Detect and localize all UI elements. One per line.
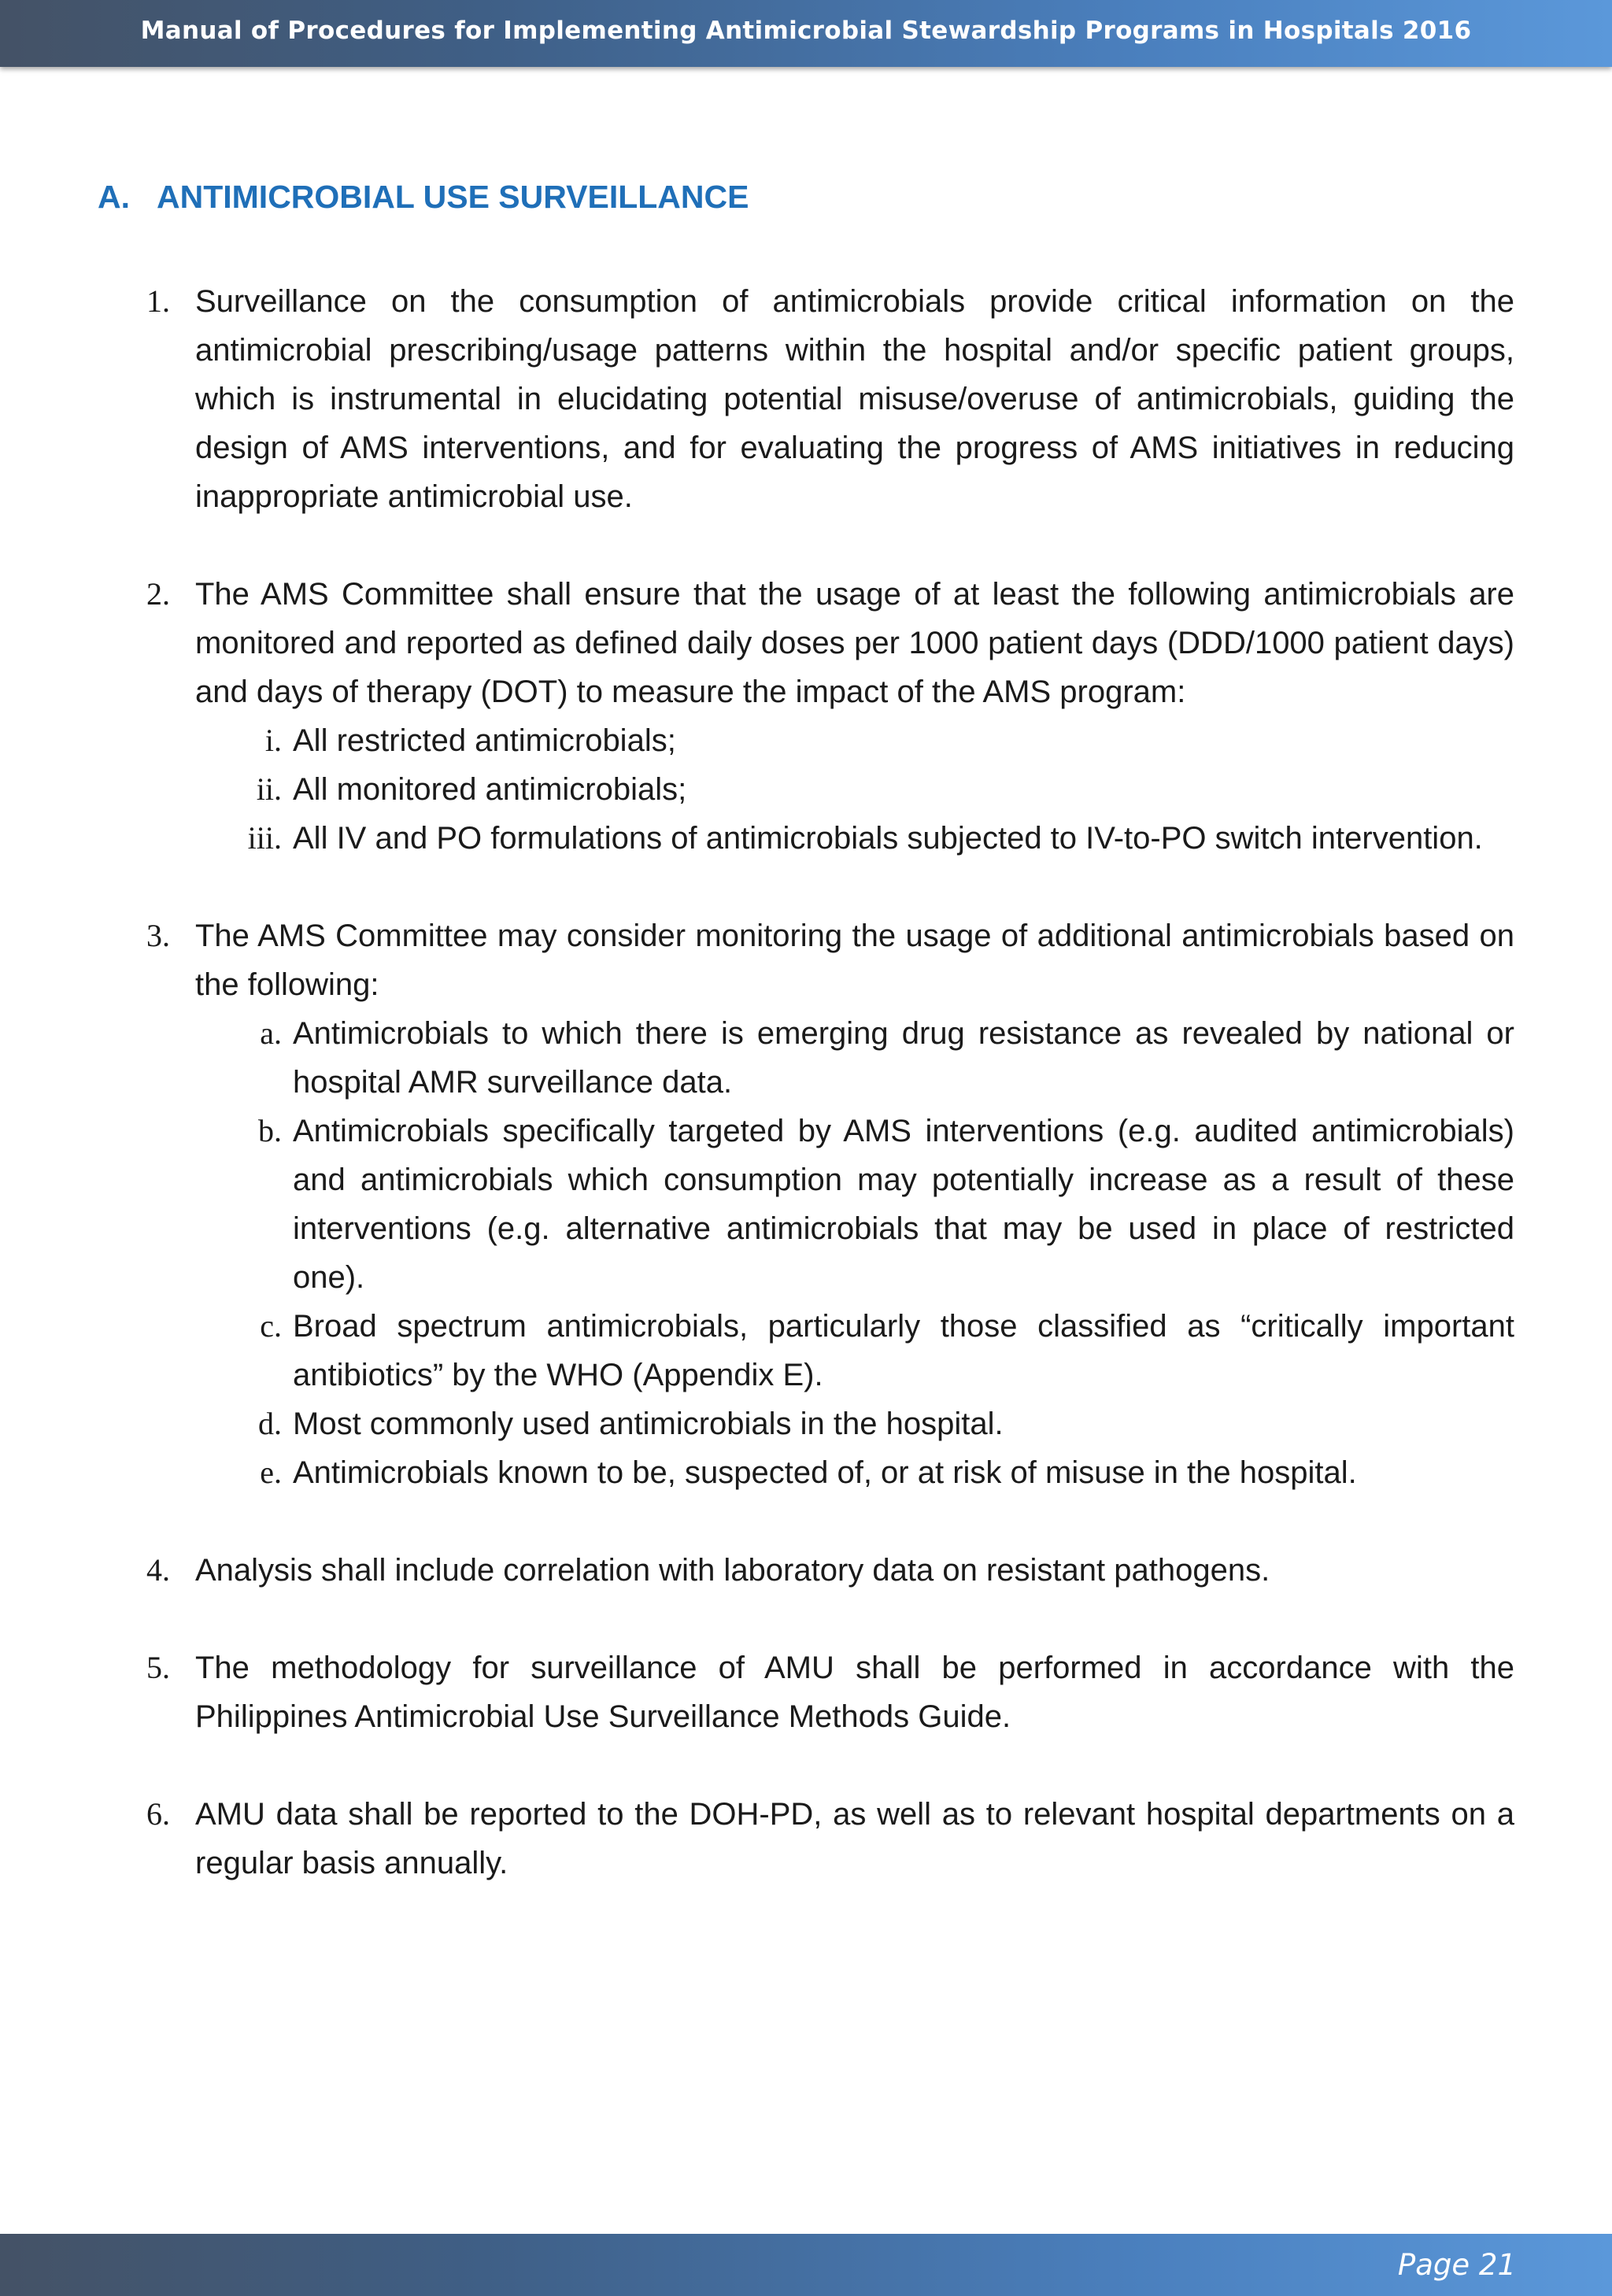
list-item	[146, 1643, 1514, 1741]
list-item	[146, 570, 1514, 863]
sub-item	[247, 814, 1514, 863]
list-item	[146, 1790, 1514, 1887]
sub-item-text: All restricted antimicrobials;	[293, 723, 676, 758]
sub-item	[260, 1009, 1514, 1107]
sub-item-marker: ii.	[256, 771, 282, 807]
sub-item	[258, 1107, 1514, 1302]
sub-item-text: Most commonly used antimicrobials in the hospital.	[293, 1407, 1004, 1441]
list-item	[146, 277, 1514, 521]
item-text: The AMS Committee shall ensure that the usage of at least the following antimicrobials are monitored and reported as defined daily doses per 1000 patient days (DDD/1000 patient days) and days of therapy (DOT) to measure the impact of the AMS program:	[195, 577, 1514, 709]
sub-item-text: All monitored antimicrobials;	[293, 772, 687, 807]
sub-item-marker: iii.	[247, 820, 282, 856]
section-heading	[98, 179, 749, 216]
list-item	[146, 911, 1514, 1497]
sub-item	[260, 1302, 1514, 1399]
item-text: The AMS Committee may consider monitoring the usage of additional antimicrobials based on the following:	[195, 919, 1514, 1002]
footer-bar	[0, 2234, 1612, 2296]
body-content	[0, 277, 1612, 1936]
sub-item-text: Antimicrobials specifically targeted by AMS interventions (e.g. audited antimicrobials) and antimicrobials which consumption may potentially increase as a result of these interventions (e.g. alternative antimicrobials that may be used in place of restricted one).	[293, 1114, 1514, 1295]
sub-item-marker: i.	[264, 723, 282, 758]
sub-item-marker: c.	[260, 1308, 282, 1344]
page-number: Page 21	[1397, 2248, 1516, 2282]
item-number: 4.	[146, 1552, 170, 1588]
sub-item-text: Broad spectrum antimicrobials, particularly those classified as “critically important antibiotics” by the WHO (Appendix E).	[293, 1309, 1514, 1392]
sub-item	[258, 1399, 1514, 1448]
sub-item-text: Antimicrobials known to be, suspected of, or at risk of misuse in the hospital.	[293, 1455, 1357, 1490]
sub-item-text: Antimicrobials to which there is emerging drug resistance as revealed by national or hospital AMR surveillance data.	[293, 1016, 1514, 1100]
item-text: Surveillance on the consumption of antimicrobials provide critical information on the antimicrobial prescribing/usage patterns within the hospital and/or specific patient groups, which is instrumental in elucidating potential misuse/overuse of antimicrobials, guiding the design of AMS interventions, and for evaluating the progress of AMS initiatives in reducing inappropriate antimicrobial use.	[195, 284, 1514, 514]
section-title: ANTIMICROBIAL USE SURVEILLANCE	[157, 179, 749, 215]
item-number: 6.	[146, 1796, 170, 1832]
item-number: 5.	[146, 1650, 170, 1685]
item-text: Analysis shall include correlation with laboratory data on resistant pathogens.	[195, 1553, 1270, 1588]
item-number: 1.	[146, 283, 170, 319]
sub-item-marker: b.	[258, 1113, 282, 1148]
item-number: 3.	[146, 918, 170, 953]
header-bar	[0, 0, 1612, 67]
item-text: AMU data shall be reported to the DOH-PD, as well as to relevant hospital departments on a regular basis annually.	[195, 1797, 1514, 1880]
sub-item-marker: e.	[260, 1455, 282, 1490]
section-letter: A.	[98, 179, 130, 215]
document-title: Manual of Procedures for Implementing Antimicrobial Stewardship Programs in Hospitals 2016	[140, 17, 1472, 45]
sub-item-text: All IV and PO formulations of antimicrobials subjected to IV-to-PO switch intervention.	[293, 821, 1483, 856]
sub-item	[260, 1448, 1514, 1497]
sub-item-marker: a.	[260, 1015, 282, 1051]
list-item	[146, 1546, 1514, 1595]
item-text: The methodology for surveillance of AMU shall be performed in accordance with the Philippines Antimicrobial Use Surveillance Methods Guide.	[195, 1651, 1514, 1734]
item-number: 2.	[146, 576, 170, 612]
sub-item	[264, 716, 1514, 765]
sub-item	[256, 765, 1514, 814]
sub-item-marker: d.	[258, 1406, 282, 1441]
